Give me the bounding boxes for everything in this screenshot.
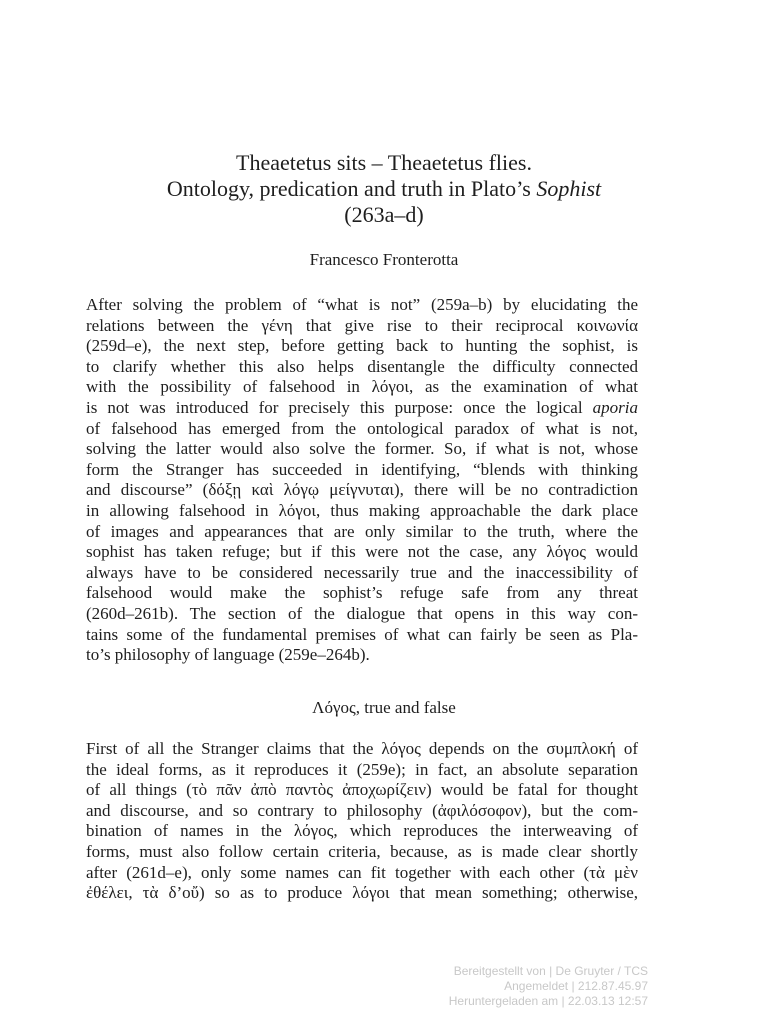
paragraph-1-line: and discourse” (δόξῃ καὶ λόγῳ μείγνυται), there will be no contradiction: [86, 480, 638, 500]
paragraph-1-line-text: is not was introduced for precisely this purpose: once the logical: [86, 397, 593, 417]
paragraph-1-line: (259d–e), the next step, before getting back to hunting the sophist, is: [86, 336, 638, 356]
download-watermark: [449, 964, 648, 1009]
paragraph-1-line: form the Stranger has succeeded in identifying, “blends with thinking: [86, 459, 638, 479]
title-line-2: [60, 176, 708, 202]
paragraph-1-line: of falsehood has emerged from the ontological paradox of what is not,: [86, 418, 638, 438]
paragraph-1-line: always have to be considered necessarily true and the inaccessibility of: [86, 562, 638, 582]
paragraph-2-line: First of all the Stranger claims that the λόγος depends on the συμπλοκή of: [86, 739, 638, 758]
watermark-line-1: Bereitgestellt von | De Gruyter / TCS: [453, 964, 648, 978]
paragraph-1: [86, 295, 638, 666]
title-italic-sophist: Sophist: [536, 176, 602, 201]
watermark-line-2: Angemeldet | 212.87.45.97: [504, 979, 648, 993]
paragraph-2: [86, 739, 638, 904]
paragraph-2-line: forms, must also follow certain criteria, because, as is made clear shortly: [86, 841, 638, 861]
author-name: Francesco Fronterotta: [309, 250, 459, 269]
watermark-line-3: Heruntergeladen am | 22.03.13 12:57: [448, 994, 648, 1008]
paragraph-1-line: of images and appearances that are only similar to the truth, where the: [86, 521, 638, 541]
paragraph-2-line: and discourse, and so contrary to philosophy (ἀφιλόσοφον), but the com-: [86, 800, 638, 820]
section-heading: Λόγος, true and false: [312, 698, 456, 717]
paragraph-1-line: relations between the γένη that give rise to their reciprocal κοινωνία: [86, 315, 638, 335]
paragraph-1-line: in allowing falsehood in λόγοι, thus making approachable the dark place: [86, 500, 638, 520]
paragraph-1-line: solving the latter would also solve the former. So, if what is not, whose: [86, 439, 638, 459]
paragraph-1-line: to’s philosophy of language (259e–264b).: [86, 645, 370, 665]
paragraph-2-line: bination of names in the λόγος, which reproduces the interweaving of: [86, 821, 638, 841]
title-line-3: (263a–d): [344, 202, 424, 227]
title-line-1: Theaetetus sits – Theaetetus flies.: [236, 150, 532, 175]
paragraph-2-line: the ideal forms, as it reproduces it (259e); in fact, an absolute separation: [86, 759, 638, 779]
paragraph-1-line: to clarify whether this also helps disentangle the difficulty connected: [86, 356, 638, 376]
paragraph-2-line: ἐθέλει, τὰ δ’οὔ) so as to produce λόγοι that mean something; otherwise,: [86, 883, 638, 903]
paragraph-1-line: (260d–261b). The section of the dialogue that opens in this way con-: [86, 603, 638, 623]
article-title: [60, 150, 708, 228]
paragraph-1-line: falsehood would make the sophist’s refuge safe from any threat: [86, 583, 638, 603]
paragraph-1-line: with the possibility of falsehood in λόγοι, as the examination of what: [86, 377, 638, 397]
paragraph-1-line-with-aporia: [86, 398, 638, 419]
italic-aporia: aporia: [592, 397, 638, 417]
paragraph-1-line: After solving the problem of “what is not” (259a–b) by elucidating the: [86, 295, 638, 314]
paragraph-1-line: sophist has taken refuge; but if this were not the case, any λόγος would: [86, 542, 638, 562]
paragraph-2-line: after (261d–e), only some names can fit together with each other (τὰ μὲν: [86, 862, 638, 882]
paragraph-1-line: tains some of the fundamental premises of what can fairly be seen as Pla-: [86, 624, 638, 644]
paragraph-2-line: of all things (τὸ πᾶν ἀπὸ παντὸς ἀποχωρίζειν) would be fatal for thought: [86, 780, 638, 800]
title-line-2-text: Ontology, predication and truth in Plato’s: [166, 176, 537, 201]
